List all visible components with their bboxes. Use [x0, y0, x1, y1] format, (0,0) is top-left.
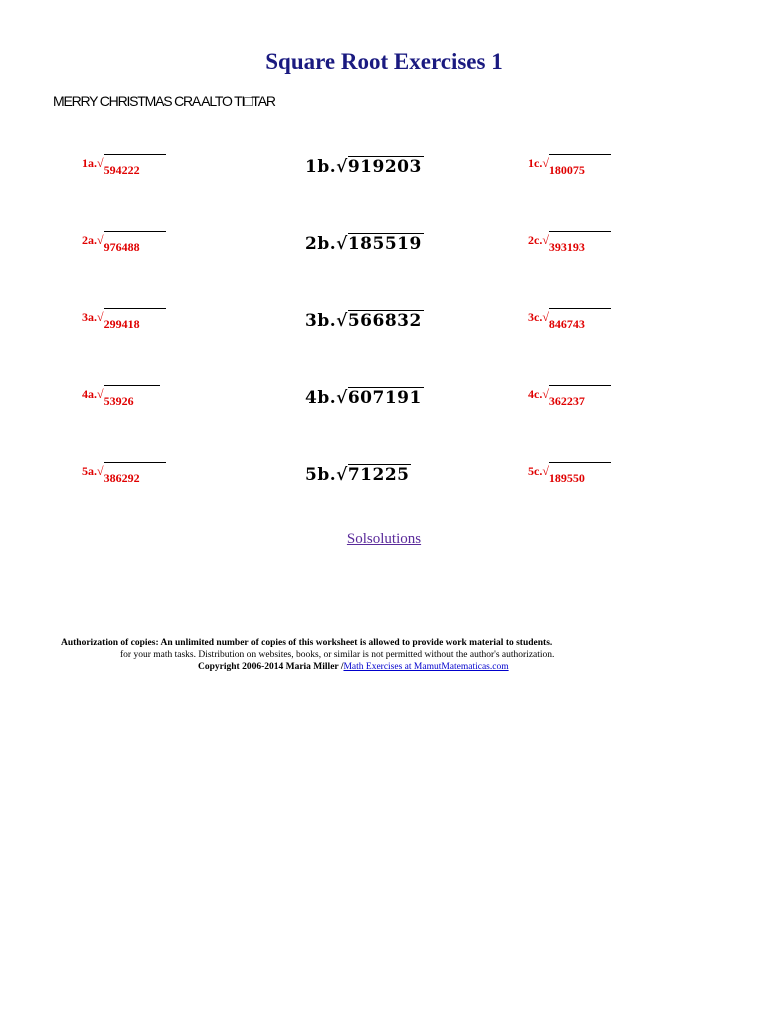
exercise-2c: [528, 233, 611, 254]
exercise-label: 1a.: [82, 156, 97, 170]
exercise-label: 3c.: [528, 310, 543, 324]
worksheet-subtitle: MERRY CHRISTMAS CRA ALTO TI□TAR: [53, 93, 275, 109]
radicand: 53926: [104, 385, 160, 400]
exercise-label: 2b.: [305, 234, 337, 254]
exercise-1a: [82, 156, 166, 177]
radicand: 594222: [104, 154, 166, 169]
exercise-5c: [528, 464, 611, 485]
exercise-label: 4b.: [305, 388, 337, 408]
radicand: 566832: [347, 311, 422, 331]
radicand: 299418: [104, 308, 166, 323]
exercise-label: 2c.: [528, 233, 543, 247]
square-root-icon: √: [97, 233, 104, 247]
radicand: 185519: [347, 234, 422, 254]
exercise-label: 5c.: [528, 464, 543, 478]
exercise-5b: [305, 465, 411, 485]
exercise-3b: [305, 311, 424, 331]
exercise-3c: [528, 310, 611, 331]
exercise-label: 4c.: [528, 387, 543, 401]
radicand: 362237: [549, 385, 611, 400]
radicand: 386292: [104, 462, 166, 477]
copyright-text: Copyright 2006-2014 Maria Miller /: [198, 662, 344, 672]
page-title: Square Root Exercises 1: [265, 49, 503, 74]
square-root-icon: √: [542, 233, 549, 247]
square-root-icon: √: [97, 464, 104, 478]
square-root-icon: √: [336, 465, 348, 485]
exercise-4a: [82, 387, 160, 408]
radicand: 180075: [549, 154, 611, 169]
copyright-line: [198, 661, 571, 673]
solutions-link[interactable]: Solsolutions: [346, 531, 422, 547]
exercise-2a: [82, 233, 166, 254]
exercise-label: 5a.: [82, 464, 97, 478]
exercise-4c: [528, 387, 611, 408]
exercise-3a: [82, 310, 166, 331]
radicand: 607191: [347, 388, 422, 408]
square-root-icon: √: [336, 311, 348, 331]
exercise-label: 2a.: [82, 233, 97, 247]
exercise-5a: [82, 464, 166, 485]
exercise-1c: [528, 156, 611, 177]
exercise-label: 4a.: [82, 387, 97, 401]
square-root-icon: √: [97, 156, 104, 170]
exercise-label: 1b.: [305, 157, 337, 177]
square-root-icon: √: [97, 310, 104, 324]
radicand: 71225: [347, 465, 410, 485]
exercise-label: 3b.: [305, 311, 337, 331]
square-root-icon: √: [542, 387, 549, 401]
radicand: 189550: [549, 462, 611, 477]
exercise-label: 3a.: [82, 310, 97, 324]
exercise-1b: [305, 157, 424, 177]
square-root-icon: √: [97, 387, 104, 401]
exercise-label: 5b.: [305, 465, 337, 485]
square-root-icon: √: [542, 464, 549, 478]
square-root-icon: √: [336, 388, 348, 408]
exercise-label: 1c.: [528, 156, 543, 170]
square-root-icon: √: [542, 310, 549, 324]
mamut-matematicas-link[interactable]: Math Exercises at MamutMatematicas.com: [343, 662, 509, 672]
radicand: 846743: [549, 308, 611, 323]
radicand: 393193: [549, 231, 611, 246]
exercise-2b: [305, 234, 424, 254]
radicand: 976488: [104, 231, 166, 246]
square-root-icon: √: [336, 157, 348, 177]
square-root-icon: √: [336, 234, 348, 254]
square-root-icon: √: [542, 156, 549, 170]
radicand: 919203: [347, 157, 422, 177]
distribution-notice: for your math tasks. Distribution on websites, books, or similar is not permitted without the author's authorization.: [120, 650, 555, 660]
exercise-4b: [305, 388, 424, 408]
authorization-notice: Authorization of copies: An unlimited number of copies of this worksheet is allowed to provide work material to students.: [61, 638, 553, 648]
